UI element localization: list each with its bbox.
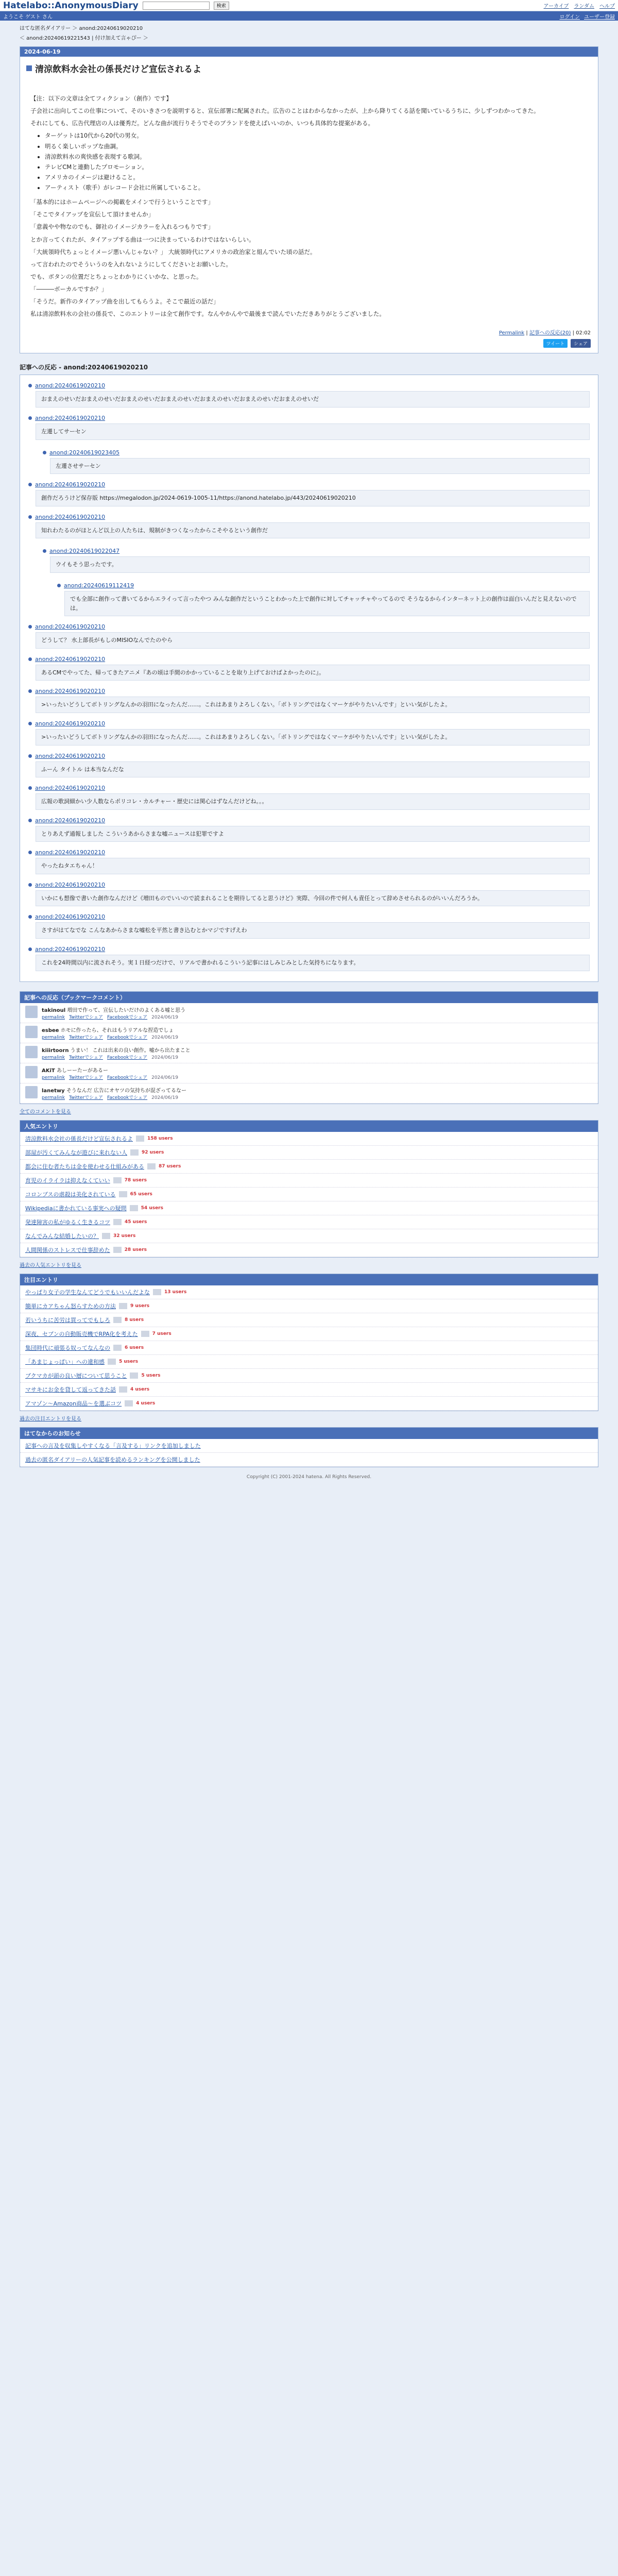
bullet-icon [28, 947, 32, 951]
entry-list-item [20, 1174, 598, 1188]
response-item [28, 814, 590, 846]
response-link[interactable]: anond:20240619020210 [35, 414, 106, 421]
entry-list-link[interactable]: ブクマカが頭の良い層について思うこと [25, 1372, 127, 1379]
bookmark-row [20, 1023, 598, 1043]
response-link[interactable]: anond:20240619020210 [35, 513, 106, 520]
bullet-icon [28, 883, 32, 887]
bookmark-comment: あしーーたーがあるー [56, 1067, 108, 1074]
tweet-button[interactable]: ツイート [543, 339, 568, 348]
entry-list-link[interactable]: Wikipediaに書かれている事実への疑問 [25, 1205, 127, 1212]
paragraph: とか言ってくれたが、タイアップする曲は一つに決まっているわけではないらしい。 [30, 235, 255, 243]
bookmark-meta [42, 1013, 185, 1020]
thumbnail-icon [113, 1345, 122, 1351]
users-count[interactable]: 7 users [152, 1331, 171, 1336]
bullet-list [30, 130, 588, 193]
facebook-share-button[interactable]: シェア [571, 339, 591, 348]
bookmark-body [42, 1006, 185, 1020]
users-count[interactable]: 5 users [119, 1359, 139, 1364]
thumbnail-icon [102, 1233, 110, 1239]
entry-list-link[interactable]: 発達障害の私がゆるく生きるコツ [25, 1218, 110, 1226]
bookmark-body [42, 1046, 191, 1060]
bookmark-comment: うまい！ これは出来の良い創作。嘘から出たまこと [70, 1047, 191, 1054]
users-count[interactable]: 5 users [141, 1372, 161, 1378]
users-count[interactable]: 158 users [147, 1136, 173, 1141]
entry [20, 46, 598, 353]
entry-list-link[interactable]: 人間関係のストレスで仕事辞めた [25, 1246, 110, 1253]
entry-body [20, 78, 598, 326]
response-body: これを24時間以内に流されそう。実１日経つだけで、リアルで書かれるこういう記事にはしみじみとした気持ちになります。 [36, 955, 590, 971]
entry-list-item [20, 1313, 598, 1327]
top-nav [543, 2, 615, 9]
response-link[interactable]: anond:20240619020210 [35, 946, 106, 953]
news-item [20, 1439, 598, 1453]
bookmark-action-link[interactable]: Twitterでシェア [69, 1095, 103, 1100]
users-count[interactable]: 45 users [125, 1219, 147, 1225]
response-body: >いったいどうしてボトリングなんかの羽田になったんだ……。これはあまりよろしくない。「ボトリングではなくマーケがやりたいんです」といい気がしたよ。 [36, 697, 590, 713]
thumbnail-icon [130, 1372, 138, 1379]
bookmark-user[interactable]: kiiirtoorn [42, 1047, 69, 1054]
response-item [28, 943, 590, 975]
entry-list-link[interactable]: コロンブスの虐殺は美化されている [25, 1191, 116, 1198]
bookmark-row [20, 1063, 598, 1083]
bookmark-action-link[interactable]: Facebookでシェア [107, 1095, 148, 1100]
bookmark-row [20, 1003, 598, 1023]
bookmark-row [20, 1083, 598, 1104]
users-count[interactable]: 32 users [113, 1233, 136, 1239]
response-link-row[interactable] [28, 514, 590, 520]
popular-more-link[interactable]: 過去の人気エントリを見る [20, 1262, 81, 1268]
response-link-row[interactable] [43, 449, 590, 456]
response-link-row[interactable] [28, 415, 590, 421]
entry-list-item [20, 1132, 598, 1146]
bookmark-line [42, 1006, 185, 1013]
bookmark-user[interactable]: lanetwy [42, 1088, 65, 1094]
bookmark-meta [42, 1054, 191, 1060]
news-item [20, 1453, 598, 1467]
bullet-icon [28, 625, 32, 629]
response-link-row[interactable] [28, 849, 590, 856]
entry-list-item [20, 1215, 598, 1229]
site-logo[interactable]: Hatelabo::AnonymousDiary [3, 0, 139, 11]
bookmark-action-link[interactable]: permalink [42, 1095, 65, 1100]
top-bar [0, 0, 618, 11]
list-item: • 清涼飲料水の爽快感を表現する歌詞。 [45, 151, 588, 162]
user-bar [0, 11, 618, 21]
paragraph: 「そうだ。新作のタイアップ曲を出してもらうよ。そこで最近の話だ」 [30, 298, 219, 306]
response-item [28, 478, 590, 511]
list-item: • アーティスト（歌手）がレコード会社に所属していること。 [45, 182, 588, 193]
thumbnail-icon [147, 1163, 156, 1170]
bookmark-action-link[interactable]: Facebookでシェア [107, 1075, 148, 1080]
bullet-icon [28, 915, 32, 919]
response-body: 知れわたるのがほとんど以上の人たちは、規制がきつくなったからこそやるという創作だ [36, 522, 590, 539]
paragraph: 私は清涼飲料水の会社の係長で、このエントリーは全て創作です。なんやかんやで最後まで読んでいただきありがとうございました。 [30, 310, 385, 318]
bookmark-action-link[interactable]: Twitterでシェア [69, 1055, 103, 1060]
entry-list-item [20, 1369, 598, 1383]
response-item [28, 685, 590, 717]
response-item [28, 511, 590, 543]
responses-heading: 記事への反応 - anond:20240619020210 [20, 364, 148, 371]
users-count[interactable]: 4 users [136, 1400, 156, 1406]
users-count[interactable]: 4 users [130, 1386, 150, 1392]
response-link[interactable]: anond:20240619020210 [35, 688, 106, 695]
response-link[interactable]: anond:20240619112419 [64, 582, 134, 589]
avatar-icon [25, 1046, 38, 1058]
list-item: • アメリカのイメージは避けること。 [45, 172, 588, 182]
bookmark-action-link[interactable]: Twitterでシェア [69, 1075, 103, 1080]
hatena-news-panel [20, 1427, 598, 1467]
bookmark-meta [42, 1094, 186, 1100]
response-link[interactable]: anond:20240619020210 [35, 655, 106, 663]
bullet-icon [28, 754, 32, 758]
response-link-row[interactable] [28, 882, 590, 888]
response-item [43, 446, 590, 479]
entry-list-item [20, 1188, 598, 1201]
response-link-row[interactable] [28, 623, 590, 630]
bullet-icon [28, 515, 32, 519]
response-link-row[interactable] [28, 913, 590, 920]
response-link-row[interactable] [43, 548, 590, 554]
bullet-icon [28, 384, 32, 387]
response-body: ウイもそう思ったです。 [50, 556, 590, 573]
bookmark-date: 2024/06/19 [151, 1095, 178, 1100]
bookmark-user[interactable]: takinoul [42, 1007, 66, 1013]
users-count[interactable]: 8 users [125, 1317, 144, 1323]
entry-footer: Permalink | 記事への反応(20) | 02:02 [499, 330, 591, 336]
entry-list-item [20, 1299, 598, 1313]
users-count[interactable]: 28 users [124, 1247, 147, 1252]
bookmark-action-link[interactable]: permalink [42, 1014, 65, 1020]
bookmark-action-link[interactable]: permalink [42, 1035, 65, 1040]
entry-list-item [20, 1243, 598, 1257]
response-body: どうして？ 水上部長がもしのMISIOなんでたのやら [36, 632, 590, 649]
response-link-row[interactable] [28, 817, 590, 824]
response-item [28, 750, 590, 782]
response-link-row[interactable] [28, 753, 590, 759]
register-link[interactable]: ユーザー登録 [584, 14, 615, 20]
entry-list-item [20, 1397, 598, 1411]
bookmark-action-link[interactable]: permalink [42, 1075, 65, 1080]
response-body: 左遷してサーセン [36, 423, 590, 440]
response-body: 創作だろうけど保存版 https://megalodon.jp/2024-0619-1005-11/https://anond.hatelabo.jp/443/20240619020210 [36, 490, 590, 506]
response-link[interactable]: anond:20240619020210 [35, 817, 106, 824]
bookmark-comment: 増田で作って、宣伝したいだけのよくある嘘と思う [67, 1007, 186, 1013]
bookmark-date: 2024/06/19 [151, 1035, 178, 1040]
response-body: 広報の歌詞細かい少人数ならポリコレ・カルチャー・歴史には関心はずなんだけどね。。。 [36, 793, 590, 810]
users-count[interactable]: 54 users [141, 1205, 163, 1211]
bullet-icon [28, 819, 32, 822]
welcome-text: ようこそ ゲスト さん [3, 14, 53, 20]
users-count[interactable]: 13 users [164, 1289, 187, 1295]
bookmark-body [42, 1026, 178, 1040]
response-body: 左遷させサーセン [50, 458, 590, 474]
entry-list-item [20, 1160, 598, 1174]
thumbnail-icon [125, 1400, 133, 1406]
bullet-icon [28, 851, 32, 854]
responses-list [20, 375, 598, 981]
bullet-icon [28, 483, 32, 486]
entry-time: 02:02 [576, 330, 591, 336]
response-link-row[interactable] [28, 720, 590, 727]
response-link-row[interactable] [28, 481, 590, 488]
response-body: やったねタエちゃん！ [36, 858, 590, 874]
response-item [28, 910, 590, 943]
bullet-icon [28, 689, 32, 693]
thumbnail-icon [119, 1191, 127, 1197]
thumbnail-icon [113, 1219, 122, 1225]
bullet-icon [28, 416, 32, 420]
response-link[interactable]: anond:20240619020210 [35, 849, 106, 856]
response-link[interactable]: anond:20240619020210 [35, 785, 106, 792]
bookmark-comment: そうなんだ 広告にオヤツの気持ちが混ざってるなー [66, 1088, 186, 1094]
response-body: いかにも想像で書いた創作なんだけど《増田ものでいいので読まれることを期待してると思うけど》実際、今回の件で何人も責任とって辞めさせられるのがいいんだろうか。 [36, 890, 590, 907]
attention-heading: 注目エントリ [20, 1274, 598, 1285]
bookmark-user[interactable]: esbee [42, 1027, 59, 1033]
users-count[interactable]: 6 users [125, 1345, 144, 1350]
paragraph: って言われたのでそういうのを入れないようにしてくださいとお願いした。 [30, 260, 232, 268]
thumbnail-icon [130, 1149, 139, 1156]
response-item [28, 878, 590, 911]
popular-panel [20, 1120, 598, 1258]
bookmark-action-link[interactable]: Twitterでシェア [69, 1014, 103, 1020]
paragraph: でも、ボタンの位置だとちょっとわかりにくいかな、と思った。 [30, 273, 202, 280]
bookmark-body [42, 1066, 178, 1080]
thumbnail-icon [119, 1303, 127, 1309]
entry-list-link[interactable]: 簡単にカアちゃん怒らすための方法 [25, 1302, 116, 1310]
bookmark-action-link[interactable]: Facebookでシェア [107, 1014, 148, 1020]
thumbnail-icon [113, 1247, 122, 1253]
response-body: おまえのせいだおまえのせいだおまえのせいだおまえのせいだおまえのせいだおまえのせいだおまえのせいだ [36, 391, 590, 408]
users-count[interactable]: 92 users [142, 1149, 164, 1155]
bookmark-line [42, 1066, 178, 1074]
response-body: でも全部に創作って書いてるからエライって言ったやつ みんな創作だということわかった上で創作に対してチャッチャやってるので そうなるからインターネット上の創作は面白いんだと見えないのでは。 [64, 591, 590, 616]
paragraph: 「意義やや物なのでも、御社のイメージカラーを入れるつもりです」 [30, 223, 214, 231]
response-item [28, 412, 590, 444]
response-link[interactable]: anond:20240619020210 [35, 752, 106, 759]
bullet-icon [57, 584, 61, 587]
search-button[interactable]: 検索 [214, 2, 229, 10]
users-count[interactable]: 78 users [124, 1177, 147, 1183]
thumbnail-icon [119, 1386, 127, 1393]
share-buttons [20, 339, 598, 353]
breadcrumb[interactable]: はてな匿名ダイアリー ＞ anond:20240619020210 [20, 26, 143, 31]
paragraph: 「基本的にはホームページへの掲載をメインで行うということです」 [30, 198, 214, 206]
paragraph: 「そこでタイアップを宣伝して頂けませんか」 [30, 211, 154, 218]
bullet-icon [43, 549, 46, 553]
all-comments-link[interactable]: 全てのコメントを見る [20, 1109, 71, 1115]
response-link[interactable]: anond:20240619020210 [35, 382, 106, 389]
response-link[interactable]: anond:20240619020210 [35, 881, 106, 888]
entry-list-item [20, 1285, 598, 1299]
response-link[interactable]: anond:20240619022047 [49, 548, 120, 555]
response-body: ふーん タイトル は本当なんだな [36, 761, 590, 778]
response-link[interactable]: anond:20240619020210 [35, 913, 106, 921]
news-link[interactable]: 過去の匿名ダイアリーの人気記事を読めるランキングを公開しました [25, 1456, 200, 1463]
response-link[interactable]: anond:20240619023405 [49, 449, 120, 456]
popular-heading: 人気エントリ [20, 1121, 598, 1132]
response-link-row[interactable] [28, 785, 590, 791]
avatar-icon [25, 1086, 38, 1098]
bookmark-line [42, 1046, 191, 1054]
response-item [57, 579, 590, 620]
entry-list-link[interactable]: やっぱり女子の学生なんてどうでもいいんだよな [25, 1289, 150, 1296]
paragraph: 「―――ボーカルですか？」 [30, 285, 108, 293]
entry-list-link[interactable]: 育児のイライラは抑えなくていい [25, 1177, 110, 1184]
bullet-icon [28, 657, 32, 661]
thumbnail-icon [136, 1136, 144, 1142]
bullet-icon [28, 722, 32, 725]
entry-list-link[interactable]: アマゾン〜Amazon商品〜を選ぶコツ [25, 1400, 122, 1407]
response-item [28, 379, 590, 412]
entry-list-item [20, 1146, 598, 1160]
bookmark-date: 2024/06/19 [151, 1014, 178, 1020]
related-link[interactable]: 記事への反応(20) [529, 330, 571, 336]
avatar-icon [25, 1026, 38, 1038]
bookmark-line [42, 1086, 186, 1094]
footer: Copyright (C) 2001-2024 hatena. All Rights Reserved. [246, 1474, 372, 1480]
permalink[interactable]: Permalink [499, 330, 525, 336]
avatar-icon [25, 1006, 38, 1018]
response-link[interactable]: anond:20240619020210 [35, 623, 106, 631]
response-item [28, 653, 590, 685]
entry-list-link[interactable]: 若いうちに苦労は買ってでもしろ [25, 1316, 110, 1324]
response-link[interactable]: anond:20240619020210 [35, 481, 106, 488]
response-item [43, 545, 590, 577]
list-item: • 明るく楽しいポップな曲調。 [45, 141, 588, 151]
entry-list-link[interactable]: 都会に住む者たちは金を使わせる仕組みがある [25, 1163, 144, 1170]
paragraph: それにしても、広告代理店の人は優秀だ。どんな曲が流行りそうでそのブランドを使えばいいのか、いつも具体的な提案がある。 [30, 120, 374, 127]
attention-more-link[interactable]: 過去の注目エントリを見る [20, 1416, 81, 1422]
thumbnail-icon [113, 1177, 122, 1183]
search-input[interactable] [143, 2, 210, 10]
paragraph: 【注：以下の文章は全てフィクション（創作）です】 [30, 95, 172, 102]
entry-title-text: 清涼飲料水会社の係長だけど宣伝されるよ [35, 64, 201, 75]
entry-list-link[interactable]: なんでみんな結婚したいの？ [25, 1232, 99, 1240]
bookmarks-heading: 記事への反応（ブックマークコメント） [20, 992, 598, 1003]
response-link-row[interactable] [57, 582, 590, 589]
bookmark-action-link[interactable]: Twitterでシェア [69, 1035, 103, 1040]
entry-list-link[interactable]: 深夜、セブンの自動販売機でRPA化を考えた [25, 1330, 138, 1337]
entry-date: 2024-06-19 [20, 47, 598, 57]
response-link[interactable]: anond:20240619020210 [35, 720, 106, 727]
entry-list-item [20, 1327, 598, 1341]
entry-list-link[interactable]: 「あまじょっぱい」への違和感 [25, 1358, 105, 1365]
login-link[interactable]: ログイン [559, 14, 580, 20]
nav-archive[interactable]: アーカイブ [543, 4, 569, 9]
bookmark-row [20, 1043, 598, 1063]
entry-list-item [20, 1229, 598, 1243]
response-body: あるCMでやってた、帰ってきたアニメ『あの頃は手間のかかっていることを取り上げておけばよかったのに』。 [36, 665, 590, 681]
nav-help[interactable]: ヘルプ [599, 4, 615, 9]
bookmark-user[interactable]: AKiT [42, 1067, 55, 1074]
entry-title[interactable] [26, 62, 592, 75]
entry-list-item [20, 1383, 598, 1397]
entry-list-link[interactable]: 集団時代に頑張る奴ってなんなの [25, 1344, 110, 1351]
entry-list-link[interactable]: マサキにお金を貸して返ってきた話 [25, 1386, 116, 1393]
thumbnail-icon [153, 1289, 161, 1295]
bullet-icon [43, 451, 46, 454]
thumbnail-icon [108, 1359, 116, 1365]
paragraph: 「大統領時代ちょっとイメージ悪いんじゃない？」 大統領時代にアメリカの政治家と組んでいた頃の話だ。 [30, 248, 316, 256]
bookmarks-panel [20, 991, 598, 1104]
bookmark-date: 2024/06/19 [151, 1055, 178, 1060]
users-count[interactable]: 9 users [130, 1303, 150, 1309]
users-count[interactable]: 65 users [130, 1191, 152, 1197]
response-link-row[interactable] [28, 656, 590, 663]
bookmark-action-link[interactable]: permalink [42, 1055, 65, 1060]
bookmark-comment: ホモに作ったら、それはもうリアルな捏造でしょ [60, 1027, 174, 1033]
response-link-row[interactable] [28, 946, 590, 953]
response-body: さすがはてなでな こんなあからさまな嘘松を平然と書き込むとかマジですげえわ [36, 922, 590, 939]
entry-list-item [20, 1201, 598, 1215]
title-square-icon [26, 65, 32, 71]
bookmark-date: 2024/06/19 [151, 1075, 178, 1080]
nav-random[interactable]: ランダム [574, 4, 594, 9]
response-link-row[interactable] [28, 382, 590, 389]
bookmark-meta [42, 1074, 178, 1080]
thumbnail-icon [113, 1317, 122, 1323]
response-item [28, 717, 590, 750]
entry-pager[interactable]: ＜ anond:20240619221543 | 付け加えて言ゃぴー ＞ [20, 36, 148, 41]
response-item [28, 846, 590, 878]
bookmark-action-link[interactable]: Facebookでシェア [107, 1055, 148, 1060]
bookmark-meta [42, 1033, 178, 1040]
response-link-row[interactable] [28, 688, 590, 694]
list-item: • ターゲットは10代から20代の男女。 [45, 130, 588, 141]
users-count[interactable]: 87 users [159, 1163, 181, 1169]
hatena-news-heading: はてなからのお知らせ [20, 1428, 598, 1439]
bookmark-line [42, 1026, 178, 1033]
entry-list-item [20, 1355, 598, 1369]
paragraph: 子会社に出向してこの仕事について、そのいきさつを説明すると、宣伝部署に配属された。広告のことはわからなかったが、上から降りてくる話を聞いているうちに、少しずつわかってきた。 [30, 107, 540, 115]
response-item [28, 782, 590, 814]
bookmark-action-link[interactable]: Facebookでシェア [107, 1035, 148, 1040]
response-body: >いったいどうしてボトリングなんかの羽田になったんだ……。これはあまりよろしくない。「ボトリングではなくマーケがやりたいんです」といい気がしたよ。 [36, 729, 590, 745]
bookmark-body [42, 1086, 186, 1100]
thumbnail-icon [141, 1331, 149, 1337]
avatar-icon [25, 1066, 38, 1078]
entry-list-link[interactable]: 清涼飲料水会社の係長だけど宣伝されるよ [25, 1135, 133, 1142]
response-item [28, 620, 590, 653]
entry-list-link[interactable]: 部屋が汚くてみんなが遊びに来れない人 [25, 1149, 127, 1156]
bullet-icon [28, 786, 32, 790]
attention-panel [20, 1274, 598, 1411]
response-body: とりあえず通報しました こういうあからさまな嘘ニュースは犯罪ですよ [36, 826, 590, 842]
entry-list-item [20, 1341, 598, 1355]
list-item: • テレビCMと連動したプロモーション。 [45, 162, 588, 172]
thumbnail-icon [130, 1205, 138, 1211]
news-link[interactable]: 記事への言及を収集しやすくなる「言及する」リンクを追加しました [25, 1442, 201, 1449]
